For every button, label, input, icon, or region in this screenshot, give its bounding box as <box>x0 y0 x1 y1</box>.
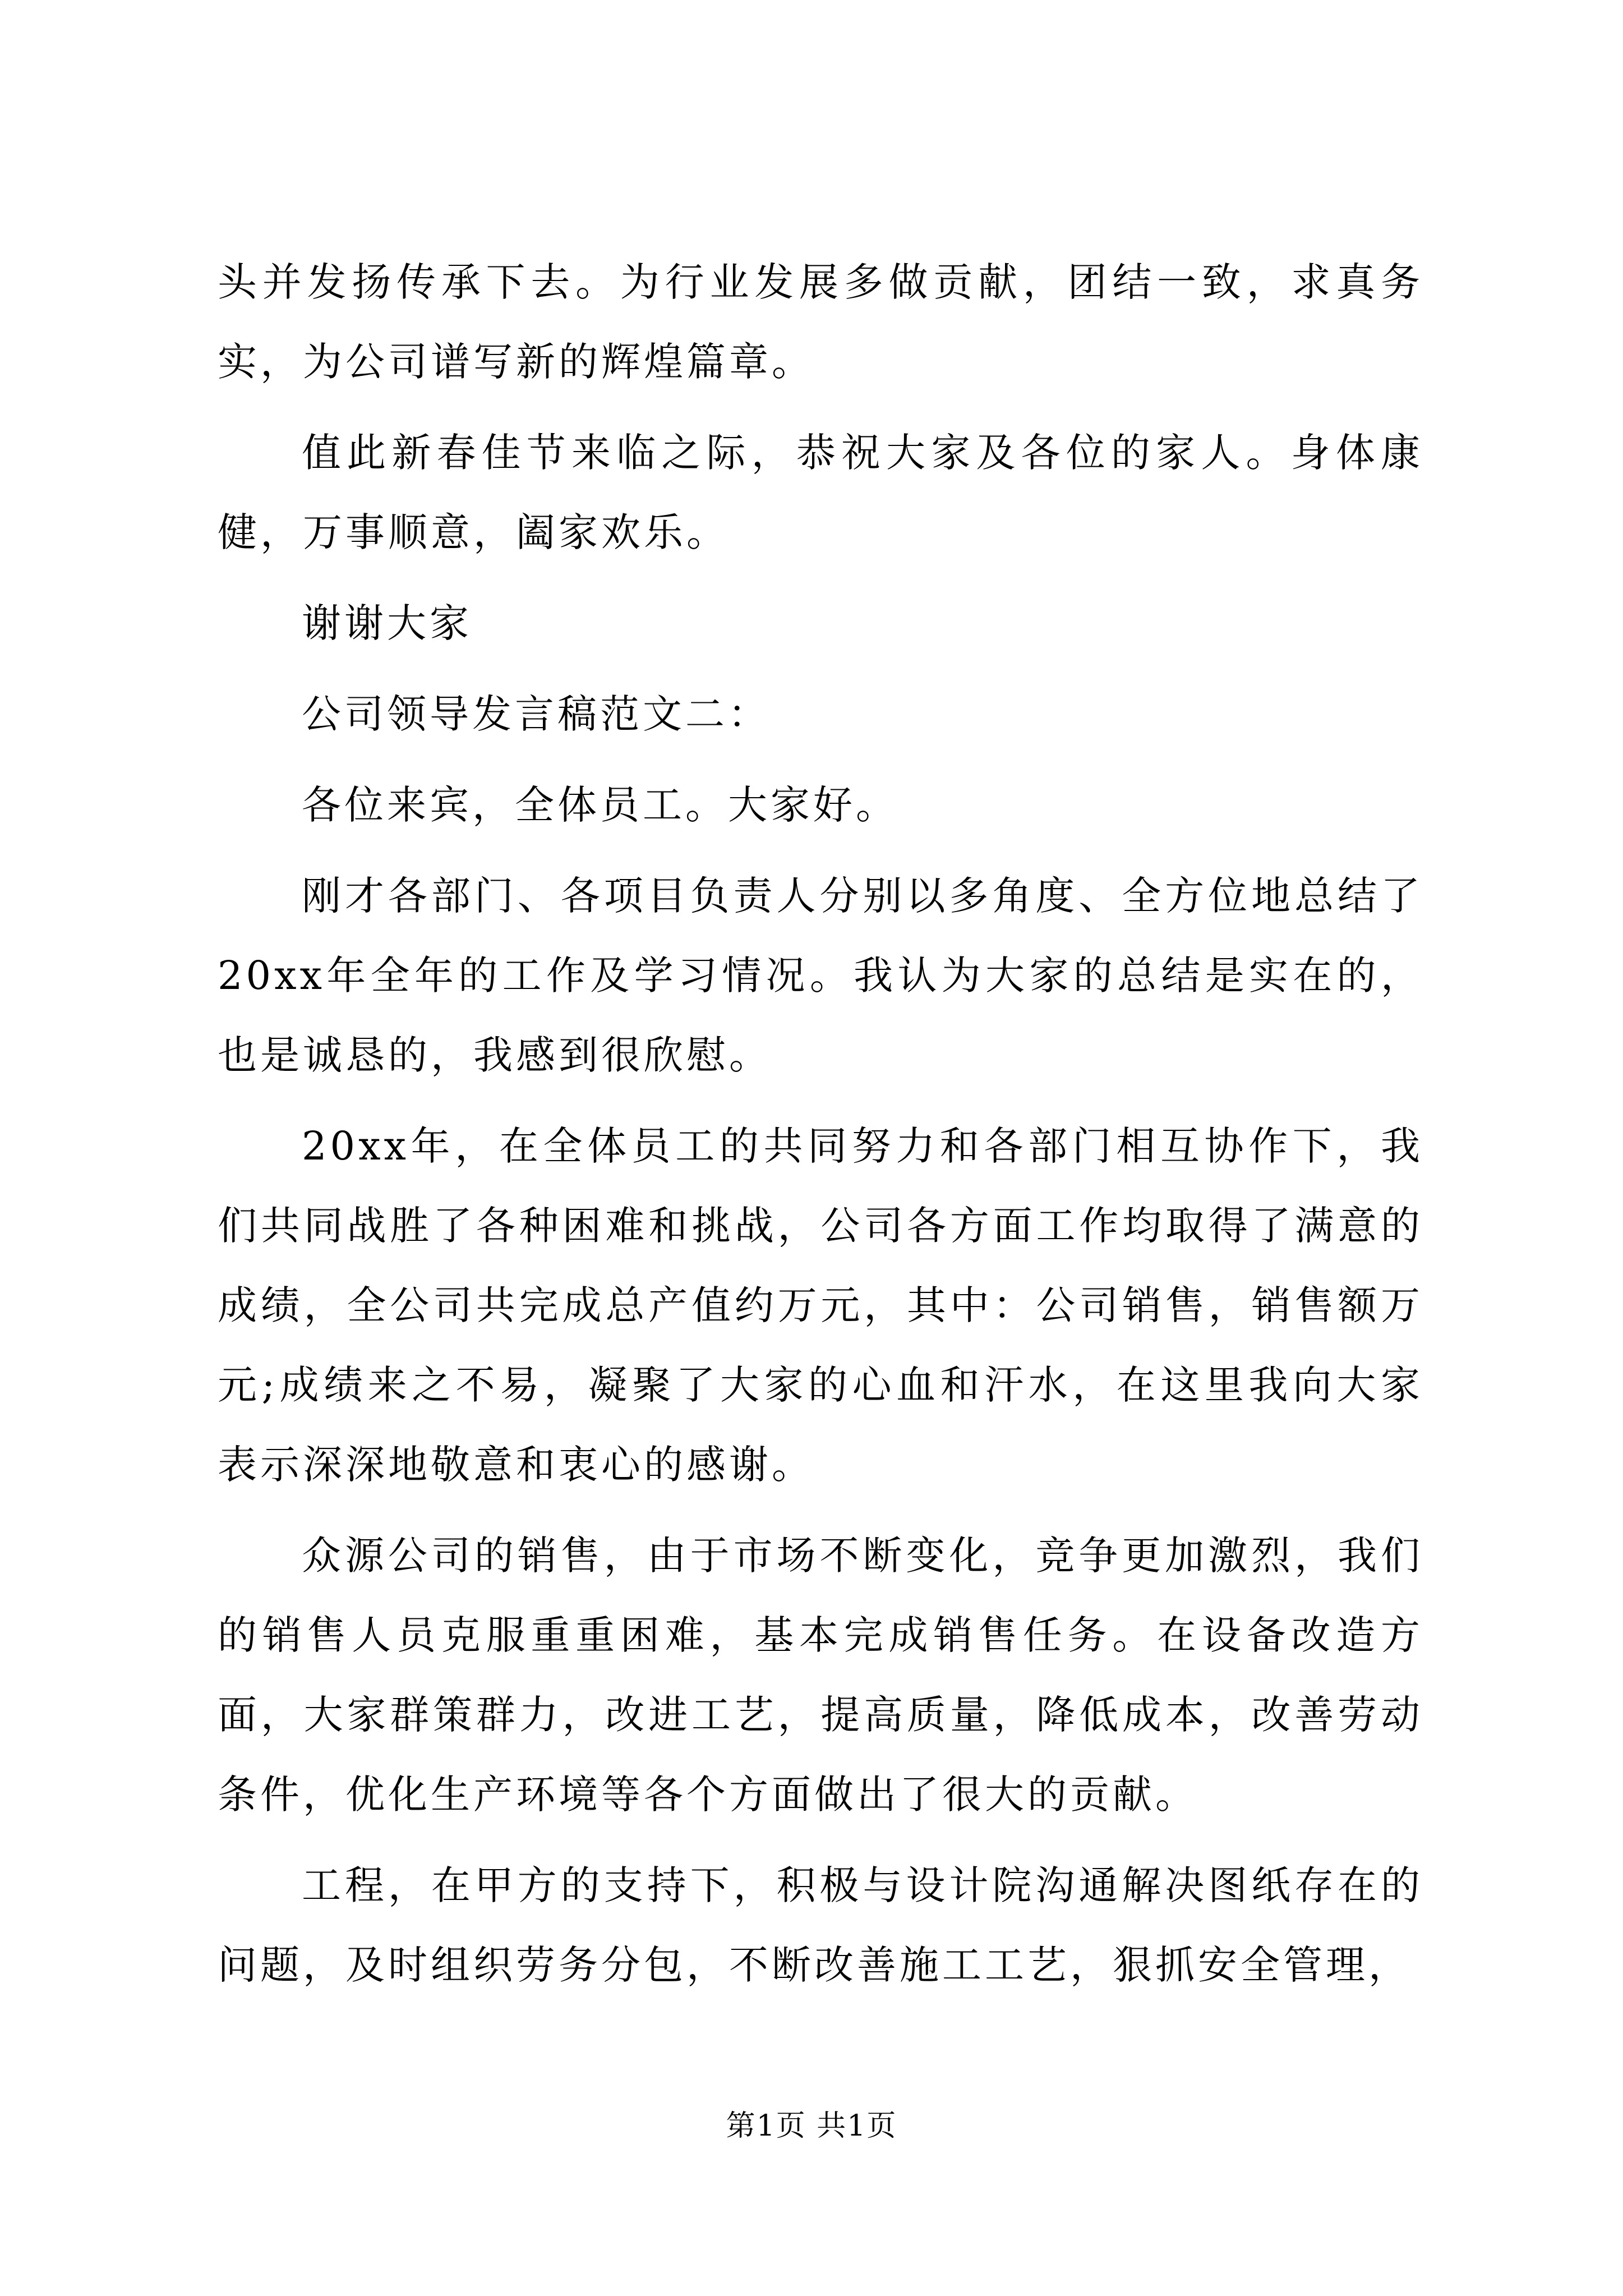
paragraph-thanks: 谢谢大家 <box>302 600 472 646</box>
paragraph-summary-intro: 刚才各部门、各项目负责人分别以多角度、全方位地总结了20xx年全年的工作及学习情况。我认为大家的总结是实在的，也是诚恳的，我感到很欣慰。 <box>218 873 1423 1078</box>
paragraph-annual-results: 20xx年，在全体员工的共同努力和各部门相互协作下，我们共同战胜了各种困难和挑战，公司各方面工作均取得了满意的成绩，全公司共完成总产值约万元，其中：公司销售，销售额万元;成绩来之不易，凝聚了大家的心血和汗水，在这里我向大家表示深深地敬意和衷心的感谢。 <box>218 1123 1423 1488</box>
paragraph-new-year-wishes: 值此新春佳节来临之际，恭祝大家及各位的家人。身体康健，万事顺意，阖家欢乐。 <box>218 430 1423 555</box>
paragraph-continuation: 头并发扬传承下去。为行业发展多做贡献，团结一致，求真务实，为公司谱写新的辉煌篇章。 <box>218 259 1423 385</box>
document-body <box>218 242 1423 2016</box>
paragraph-greeting: 各位来宾，全体员工。大家好。 <box>302 782 898 828</box>
paragraph-engineering: 工程，在甲方的支持下，积极与设计院沟通解决图纸存在的问题，及时组织劳务分包，不断改善施工工艺，狠抓安全管理， <box>218 1862 1423 1988</box>
page-footer: 第1页 共1页 <box>726 2109 897 2143</box>
paragraph-sales: 众源公司的销售，由于市场不断变化，竞争更加激烈，我们的销售人员克服重重困难，基本完成销售任务。在设备改造方面，大家群策群力，改进工艺，提高质量，降低成本，改善劳动条件，优化生产环境等各个方面做出了很大的贡献。 <box>218 1533 1423 1818</box>
paragraph-sample-two-heading: 公司领导发言稿范文二： <box>302 691 771 737</box>
